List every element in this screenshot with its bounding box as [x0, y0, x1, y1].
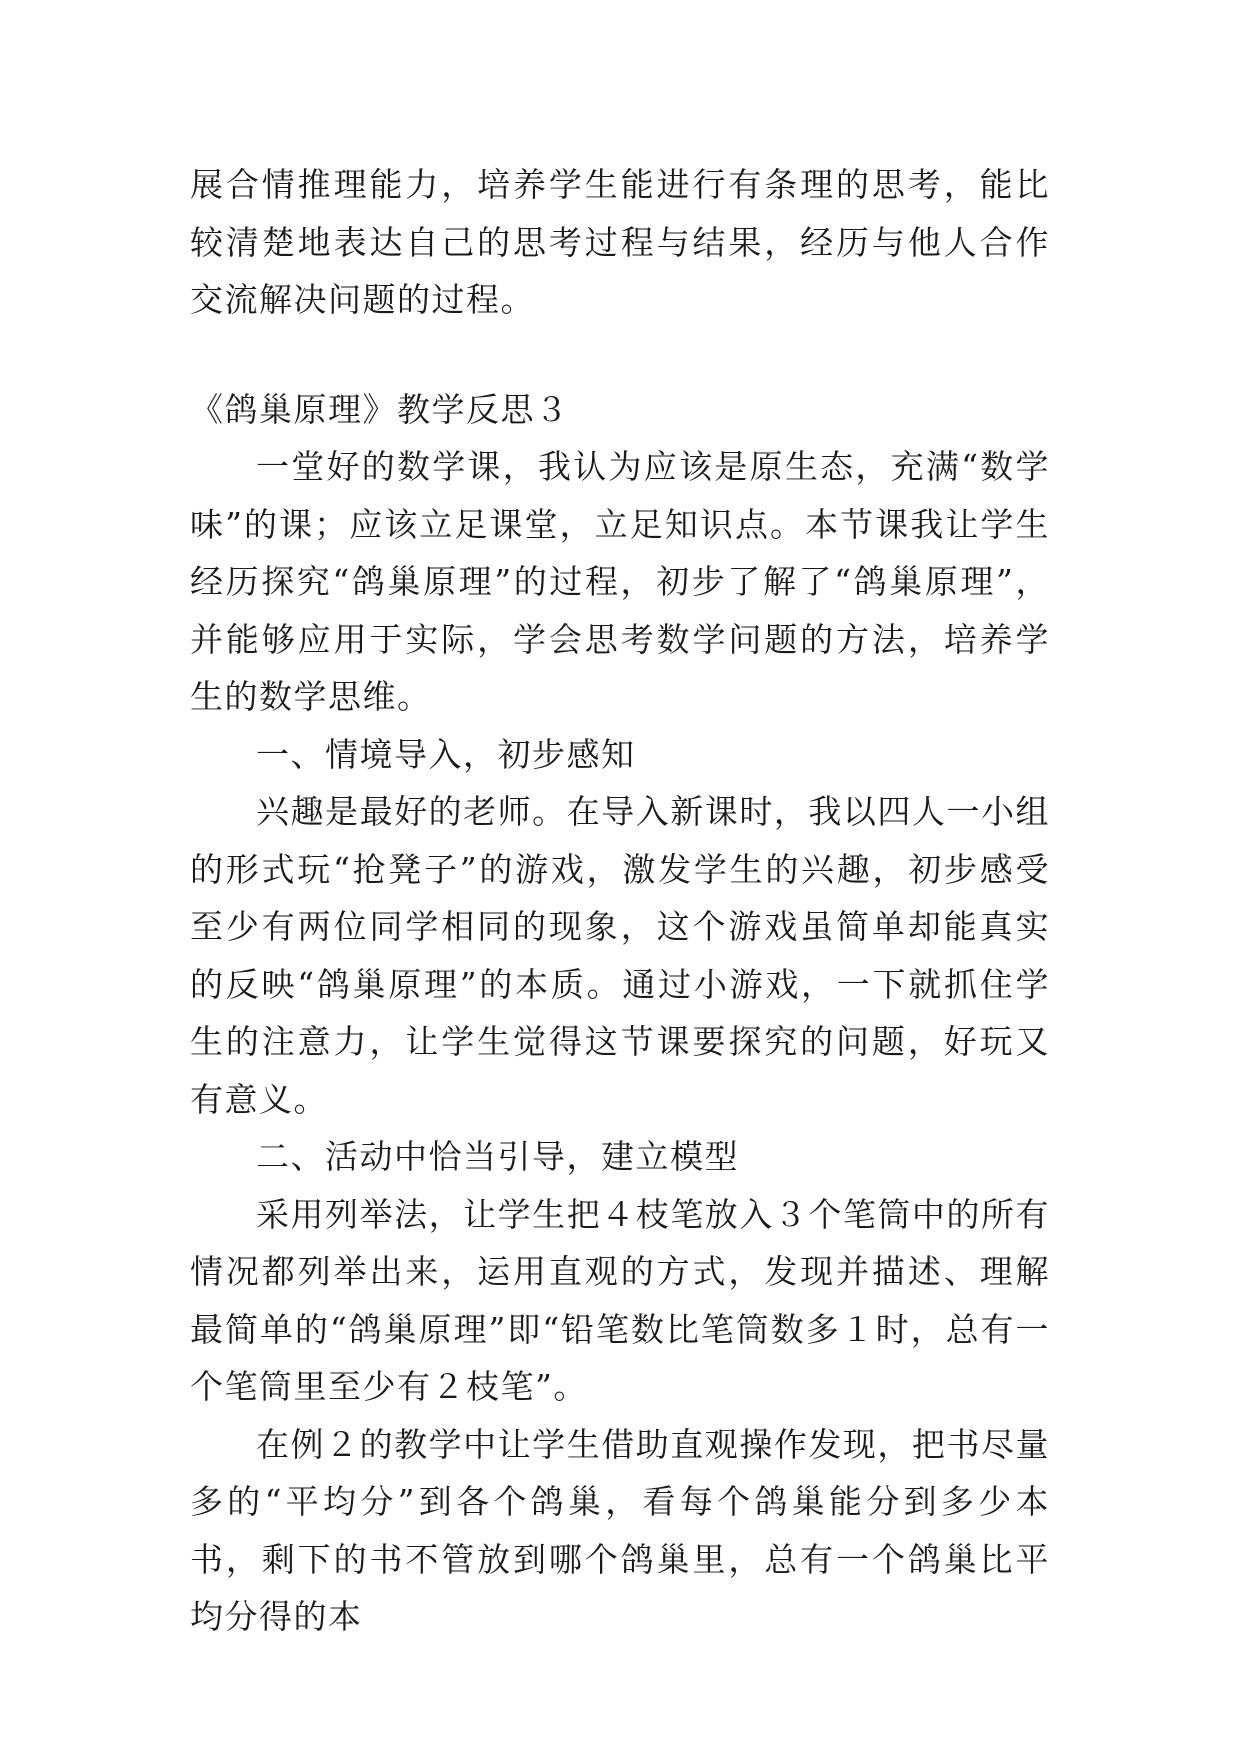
intro-paragraph: 展合情推理能力，培养学生能进行有条理的思考，能比较清楚地表达自己的思考过程与结果，经历与他人合作交流解决问题的过程。	[190, 165, 1050, 319]
body-paragraph: 兴趣是最好的老师。在导入新课时，我以四人一小组的形式玩“抢凳子”的游戏，激发学生的兴趣，初步感受至少有两位同学相同的现象，这个游戏虽简单却能真实的反映“鸽巢原理”的本质。通过小游戏，一下就抓住学生的注意力，让学生觉得这节课要探究的问题，好玩又有意义。	[190, 792, 1050, 1119]
subheading: 一、情境导入，初步感知	[256, 734, 636, 774]
body-paragraph: 采用列举法，让学生把４枝笔放入３个笔筒中的所有情况都列举出来，运用直观的方式，发现并描述、理解最简单的“鸽巢原理”即“铅笔数比笔筒数多１时，总有一个笔筒里至少有２枝笔”。	[190, 1194, 1050, 1406]
body-paragraph: 一堂好的数学课，我认为应该是原生态，充满“数学味”的课；应该立足课堂，立足知识点。本节课我让学生经历探究“鸽巢原理”的过程，初步了解了“鸽巢原理”，并能够应用于实际，学会思考数学问题的方法，培养学生的数学思维。	[190, 447, 1050, 716]
subheading: 二、活动中恰当引导，建立模型	[256, 1137, 739, 1176]
body-paragraph: 在例２的教学中让学生借助直观操作发现，把书尽量多的“平均分”到各个鸽巢，看每个鸽巢能分到多少本书，剩下的书不管放到哪个鸽巢里，总有一个鸽巢比平均分得的本	[190, 1424, 1050, 1636]
section-title: 《鸽巢原理》教学反思３	[190, 389, 570, 429]
document-body	[190, 156, 1050, 1646]
